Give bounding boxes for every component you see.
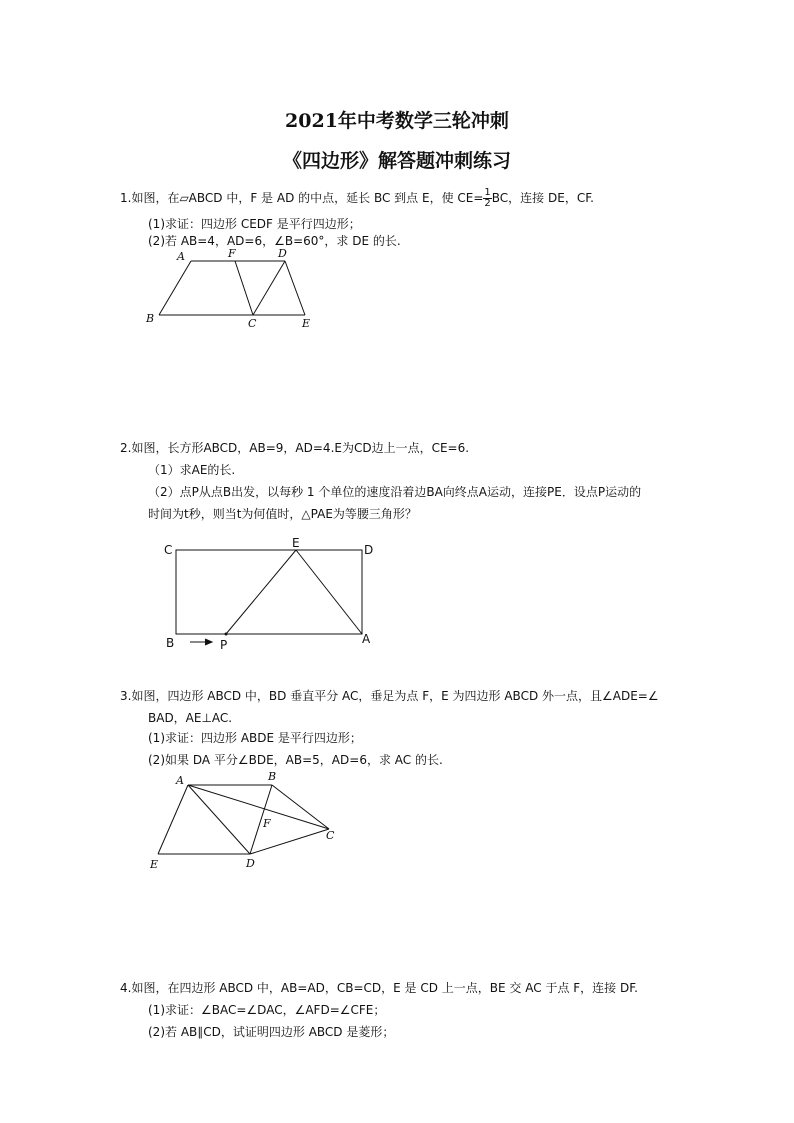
q3-label-a: A [176, 774, 184, 787]
page-title: 2021年中考数学三轮冲刺 [285, 110, 509, 132]
q1-side-fc [235, 261, 253, 315]
q2-segment-pe [226, 550, 296, 634]
q2-label-b: B [166, 636, 175, 650]
q3-part1: (1)求证：四边形 ABDE 是平行四边形； [148, 731, 362, 745]
q1-part2: (2)若 AB=4，AD=6，∠B=60°，求 DE 的长. [148, 234, 401, 248]
q4-part1: (1)求证：∠BAC=∠DAC，∠AFD=∠CFE； [148, 1003, 386, 1017]
q3-stem-line1: 3.如图，四边形 ABCD 中，BD 垂直平分 AC，垂足为点 F，E 为四边形 ABCD 外一点，且∠ADE=∠ [120, 689, 659, 703]
q3-label-f: F [263, 817, 271, 830]
q1-stem-pre: 1.如图，在▱ABCD 中，F 是 AD 的中点，延长 BC 到点 E，使 CE= [120, 191, 484, 205]
q1-stem [120, 188, 594, 209]
q4-part2: (2)若 AB∥CD，试证明四边形 ABCD 是菱形； [148, 1025, 395, 1039]
q3-figure [140, 768, 350, 878]
q1-fraction-numerator: 1 [484, 187, 491, 198]
q2-label-d: D [364, 543, 374, 557]
q1-side-de [285, 261, 305, 315]
q3-side-ae [158, 785, 188, 854]
q1-side-cd [253, 261, 285, 315]
q1-label-a: A [177, 250, 185, 263]
q3-side-bc [272, 785, 329, 829]
q4-stem: 4.如图，在四边形 ABCD 中，AB=AD，CB=CD，E 是 CD 上一点，BE 交 AC 于点 F，连接 DF. [120, 981, 639, 995]
q2-stem: 2.如图，长方形ABCD，AB=9，AD=4.E为CD边上一点，CE=6. [120, 441, 470, 455]
q1-label-e: E [302, 317, 311, 330]
q1-label-f: F [228, 247, 236, 260]
q3-label-b: B [268, 770, 277, 783]
q2-figure [160, 536, 385, 656]
q3-diagonal-ac [188, 785, 329, 829]
q2-label-e: E [292, 536, 300, 550]
page-subtitle: 《四边形》解答题冲刺练习 [282, 150, 511, 172]
q2-label-c: C [164, 543, 173, 557]
q2-arrow-head [205, 639, 212, 645]
q3-stem-line2: BAD，AE⊥AC. [148, 711, 233, 725]
q1-figure [140, 246, 330, 336]
q1-stem-post: BC，连接 DE，CF. [491, 191, 594, 205]
q2-rectangle [176, 550, 362, 634]
q1-side-ab [159, 261, 191, 315]
q1-label-b: B [146, 312, 155, 325]
q2-part2-line1: （2）点P从点B出发，以每秒 1 个单位的速度沿着边BA向终点A运动，连接PE．设点P运动的 [148, 485, 642, 499]
q1-label-d: D [278, 247, 287, 260]
q2-label-a: A [362, 632, 371, 646]
q1-label-c: C [248, 317, 257, 330]
q2-part1: （1）求AE的长. [148, 463, 236, 477]
q3-side-ad [188, 785, 250, 854]
q3-label-c: C [326, 829, 335, 842]
q2-point-p [225, 633, 228, 636]
q2-segment-ea [296, 550, 362, 634]
q3-label-e: E [150, 858, 159, 871]
q3-side-dc [250, 829, 329, 854]
q3-label-d: D [246, 857, 255, 870]
q1-part1: (1)求证：四边形 CEDF 是平行四边形； [148, 217, 361, 231]
q2-label-p: P [220, 638, 228, 652]
q3-part2: (2)如果 DA 平分∠BDE，AB=5，AD=6，求 AC 的长. [148, 753, 443, 767]
q1-fraction [483, 188, 491, 209]
q1-fraction-denominator: 2 [484, 198, 491, 209]
q2-part2-line2: 时间为t秒，则当t为何值时，△PAE为等腰三角形？ [148, 507, 417, 521]
